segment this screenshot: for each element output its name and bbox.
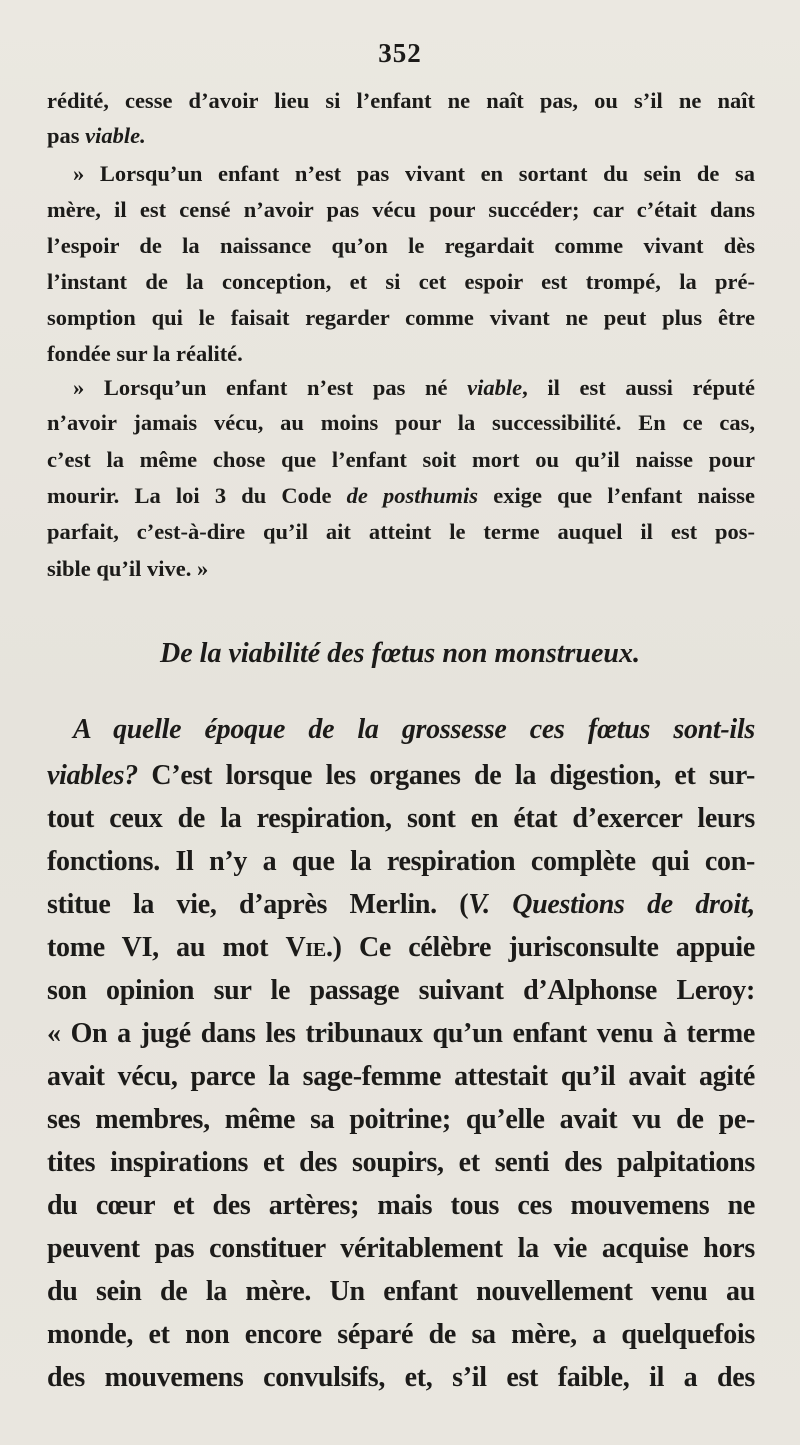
- text-line: somption qui le faisait regarder comme vivant ne peut plus être: [47, 305, 755, 330]
- text-line: du cœur et des artères; mais tous ces mouvemens ne: [47, 1190, 755, 1221]
- text-line: c’est la même chose que l’enfant soit mort ou qu’il naisse pour: [47, 447, 755, 472]
- text-span: stitue la vie, d’après Merlin. (: [47, 889, 469, 920]
- text-line: [47, 889, 755, 921]
- text-line: [47, 375, 755, 401]
- text-span: tome VI, au mot: [47, 932, 286, 963]
- text-line: avait vécu, parce la sage-femme attestait qu’il avait agité: [47, 1061, 755, 1092]
- italic-span: viable: [467, 375, 523, 400]
- text-line: n’avoir jamais vécu, au moins pour la successibilité. En ce cas,: [47, 410, 755, 435]
- text-line: mère, il est censé n’avoir pas vécu pour succéder; car c’était dans: [47, 197, 755, 222]
- small-caps-span: Vie: [285, 932, 326, 963]
- text-line: l’instant de la conception, et si cet espoir est trompé, la pré-: [47, 269, 755, 294]
- text-line: monde, et non encore séparé de sa mère, a quelquefois: [47, 1319, 755, 1350]
- text-line: sible qu’il vive. »: [47, 556, 209, 581]
- text-line: [47, 932, 755, 964]
- text-span: pas: [47, 123, 86, 148]
- text-line: tites inspirations et des soupirs, et senti des palpitations: [47, 1147, 755, 1178]
- text-span: » Lorsqu’un enfant n’est pas né: [73, 375, 468, 400]
- text-span: exige que l’enfant naisse: [478, 483, 755, 508]
- italic-span: viables?: [47, 760, 138, 791]
- italic-span: viable.: [85, 123, 146, 148]
- text-line: tout ceux de la respiration, sont en état d’exercer leurs: [47, 803, 755, 834]
- text-line: l’espoir de la naissance qu’on le regardait comme vivant dès: [47, 233, 755, 258]
- text-line: peuvent pas constituer véritablement la vie acquise hors: [47, 1233, 755, 1264]
- italic-span: de posthumis: [346, 483, 479, 508]
- text-line: fonctions. Il n’y a que la respiration complète qui con-: [47, 846, 755, 877]
- text-line: [47, 483, 755, 509]
- text-line: « On a jugé dans les tribunaux qu’un enfant venu à terme: [47, 1018, 755, 1049]
- text-line: des mouvemens convulsifs, et, s’il est faible, il a des: [47, 1362, 755, 1393]
- text-line: son opinion sur le passage suivant d’Alphonse Leroy:: [47, 975, 755, 1006]
- page-number: 352: [378, 38, 422, 68]
- italic-span: A quelle époque de la grossesse ces fœtus sont-ils: [73, 714, 755, 745]
- text-line: [47, 760, 755, 792]
- text-span: C’est lorsque les organes de la digestion, et sur-: [137, 760, 755, 791]
- text-span: .) Ce célèbre jurisconsulte appuie: [325, 932, 755, 963]
- text-line: du sein de la mère. Un enfant nouvellement venu au: [47, 1276, 755, 1307]
- text-line: [47, 714, 755, 746]
- text-line: fondée sur la réalité.: [47, 341, 243, 366]
- section-heading: De la viabilité des fœtus non monstrueux.: [160, 638, 640, 669]
- text-line: » Lorsqu’un enfant n’est pas vivant en sortant du sein de sa: [73, 161, 755, 186]
- text-line: parfait, c’est-à-dire qu’il ait atteint le terme auquel il est pos-: [47, 519, 755, 544]
- text-line: ses membres, même sa poitrine; qu’elle avait vu de pe-: [47, 1104, 755, 1135]
- italic-span: V. Questions de droit,: [468, 889, 755, 920]
- text-line: [47, 123, 755, 149]
- text-line: rédité, cesse d’avoir lieu si l’enfant ne naît pas, ou s’il ne naît: [47, 88, 755, 113]
- text-span: , il est aussi réputé: [522, 375, 755, 400]
- text-span: mourir. La loi 3 du Code: [47, 483, 347, 508]
